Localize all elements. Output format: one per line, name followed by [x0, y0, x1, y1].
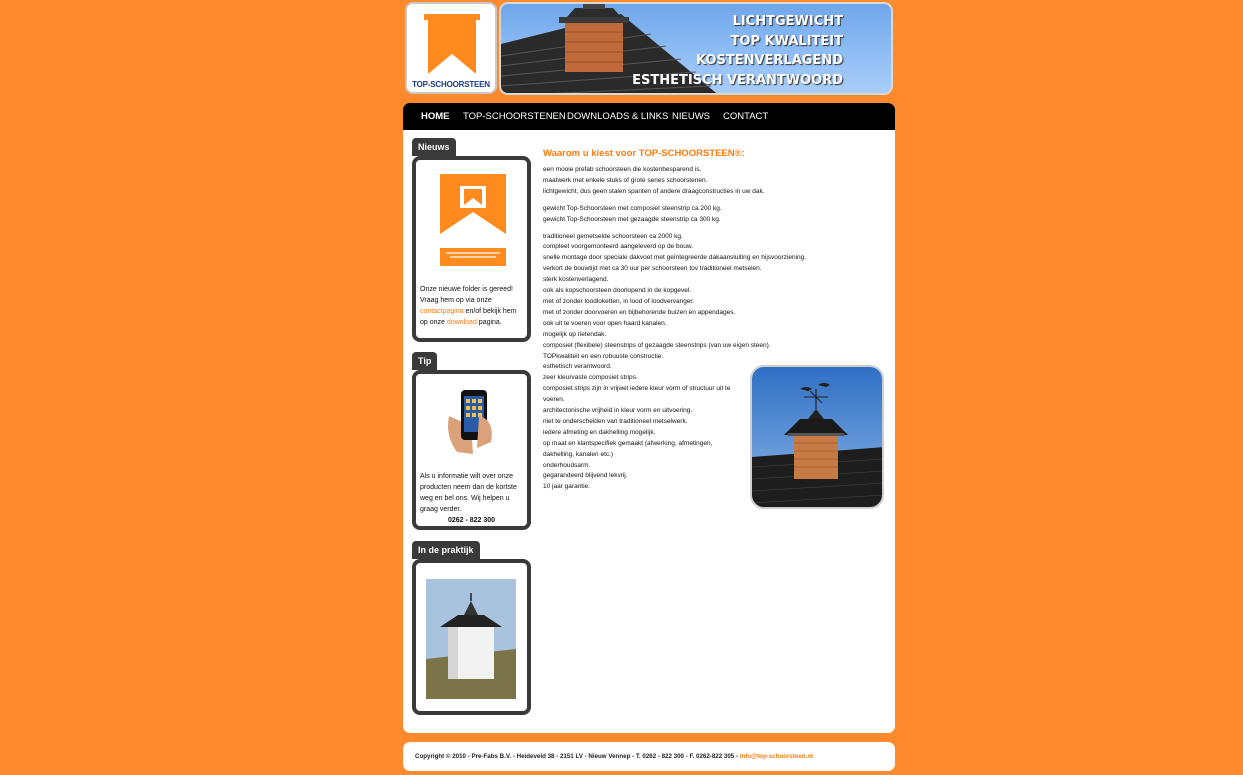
main-nav [403, 103, 895, 130]
feature-line: verkort de bouwtijd met ca 30 uur per schoorsteen tov traditioneel metselen. [543, 265, 762, 273]
footer-text [415, 753, 813, 760]
main-title: Waarom u kiest voor TOP-SCHOORSTEEN®: [543, 148, 745, 159]
nieuws-text-2: en/of bekijk hem op onze [420, 308, 517, 326]
nav-top-schoorstenen[interactable]: TOP-SCHOORSTENEN [463, 111, 566, 122]
nieuws-text-1: Onze nieuwe folder is gereed! Vraag hem op via onze [420, 286, 513, 304]
nieuws-box [412, 156, 531, 342]
phone-in-hand-image [443, 386, 503, 456]
tip-box [412, 370, 531, 530]
feature-line: traditioneel gemetselde schoorsteen ca 2000 kg. [543, 232, 683, 240]
nav-home[interactable]: HOME [421, 111, 450, 122]
nieuws-tab: Nieuws [412, 138, 456, 156]
download-link[interactable]: download [446, 319, 477, 326]
feature-line: TOPkwaliteit en een robuuste constructie. [543, 352, 664, 360]
header-banner [499, 2, 893, 95]
feature-line: gegarandeerd blijvend lekvrij. [543, 472, 628, 480]
nav-nieuws[interactable]: NIEUWS [672, 111, 710, 122]
praktijk-box [412, 559, 531, 715]
logo[interactable] [405, 2, 497, 94]
feature-line: iedere afmeting en dakhelling mogelijk. [543, 428, 656, 436]
feature-line: niet te onderscheiden van traditioneel metselwerk. [543, 417, 688, 425]
nieuws-text-3: pagina. [478, 319, 502, 326]
logo-flag-icon [420, 14, 484, 78]
nav-contact[interactable]: CONTACT [723, 111, 769, 122]
logo-text: TOP-SCHOORSTEEN [412, 80, 490, 89]
feature-line: composiet strips zijn in vrijwel iedere kleur vorm of structuur uit te voeren. [543, 385, 731, 404]
feature-line: onderhoudsarm. [543, 461, 591, 469]
praktijk-tab: In de praktijk [412, 541, 480, 559]
feature-line: compleet voorgemonteerd aangeleverd op de bouw. [543, 243, 693, 251]
slogan-top-kwaliteit: TOP KWALITEIT [730, 33, 843, 49]
banner-slogans [632, 12, 843, 90]
reason-line: maatwerk met enkele stuks of grote series schoorstenen. [543, 176, 708, 184]
weight-line: gewicht Top-Schoorsteen met composiet steenstrip ca 200 kg. [543, 204, 722, 212]
feature-line: composiet (flexibele) steenstrips of gezaagde steenstrips (van uw eigen steen). [543, 341, 771, 349]
folder-image[interactable] [440, 174, 506, 266]
copyright-text: Copyright © 2010 - Pre-Fabs B.V. - Heideveld 38 - 2151 LV - Nieuw Vennep - T. 0262 - 822 300 - F. 0262-822 305 - [415, 753, 739, 760]
nieuws-text [416, 284, 527, 328]
feature-line: ook als kopschoorsteen doorlopend in de kopgevel. [543, 287, 692, 295]
nav-downloads-links[interactable]: DOWNLOADS & LINKS [567, 111, 669, 122]
feature-line: op maat en klantspecifiek gemaakt (afwerking, afmetingen, dakhelling, kanalen etc.) [543, 439, 713, 458]
slogan-lichtgewicht: LICHTGEWICHT [732, 14, 843, 29]
chimney-photo [750, 365, 884, 509]
feature-line: snelle montage door speciale dakvoet met geïntegreerde dakaansluiting en hijsvoorziening. [543, 254, 807, 262]
slogan-esthetisch: ESTHETISCH VERANTWOORD [632, 72, 843, 88]
email-link[interactable]: info@top-schoorsteen.nl [739, 753, 813, 760]
tip-tab: Tip [412, 352, 437, 370]
weight-line: gewicht Top-Schoorsteen met gezaagde steenstrip ca 300 kg. [543, 215, 721, 223]
contactpagina-link[interactable]: contactpagina [420, 308, 464, 315]
feature-line: met of zonder doorvoeren en bijbehorende buizen en appendages. [543, 308, 736, 316]
feature-line: sterk kostenverlagend. [543, 276, 609, 284]
praktijk-photo[interactable] [426, 579, 516, 699]
tip-text: Als u informatie wilt over onze producten neem dan de kortste weg en bel ons. Wij helpen u graag verder. [420, 473, 517, 513]
feature-line: mogelijk op rietendak. [543, 330, 607, 338]
feature-line: architectonische vrijheid in kleur vorm en uitvoering. [543, 407, 693, 415]
reason-line: een mooie prefab schoorsteen die kostenbesparend is. [543, 166, 702, 173]
content-area [403, 130, 895, 733]
feature-line: zeer kleurvaste composiet strips. [543, 374, 638, 382]
chimney-photo-image [752, 367, 884, 509]
feature-line: ook uit te voeren voor open haard kanalen. [543, 319, 667, 327]
feature-line: esthetisch verantwoord. [543, 363, 612, 371]
footer [403, 742, 895, 771]
reason-line: lichtgewicht, dus geen stalen spanten of andere draagconstructies in uw dak. [543, 187, 765, 195]
feature-line: met of zonder loodloketten, in lood of loodvervanger. [543, 297, 695, 305]
slogan-kostenverlagend: KOSTENVERLAGEND [695, 53, 843, 68]
feature-line: 10 jaar garantie. [543, 483, 590, 491]
tip-phone: 0262 - 822 300 [447, 517, 496, 524]
page-wrapper [403, 0, 895, 775]
